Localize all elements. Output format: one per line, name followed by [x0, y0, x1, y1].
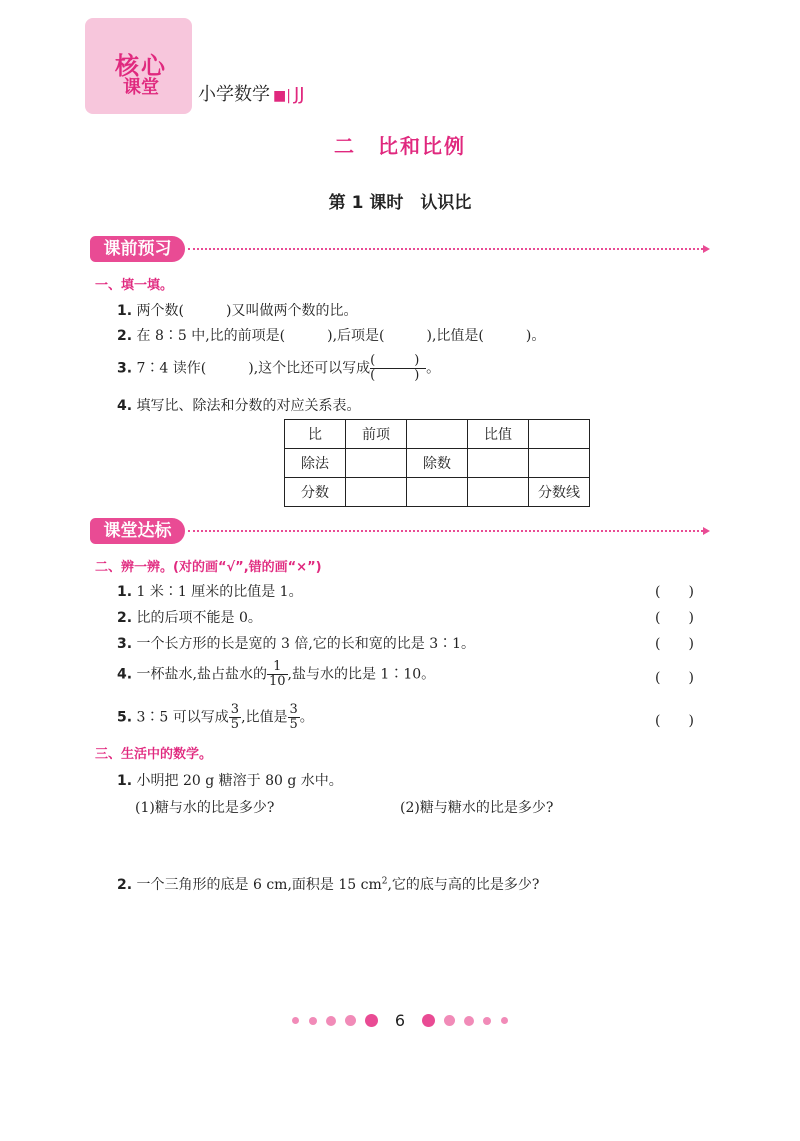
question-2-4: 4. 一杯盐水,盐占盐水的 $\frac{1}{10}$ ,盐与水的比是 1∶10。	[117, 659, 436, 689]
dot-icon	[292, 1017, 299, 1024]
banner-classwork: 课堂达标	[90, 518, 185, 544]
table-cell[interactable]	[529, 420, 590, 449]
dot-icon	[309, 1017, 317, 1025]
question-3-1-sub1: (1)糖与水的比是多少?	[135, 800, 275, 816]
table-cell[interactable]	[468, 478, 529, 507]
table-cell[interactable]	[346, 449, 407, 478]
table-cell[interactable]	[407, 420, 468, 449]
question-2-5: 5. 3∶5 可以写成 $\frac{3}{5}$ ,比值是 $\frac{3}{5}$ 。	[117, 702, 314, 732]
question-1-4: 4. 填写比、除法和分数的对应关系表。	[117, 398, 361, 414]
relation-table	[284, 419, 590, 507]
table-row	[285, 478, 590, 507]
logo: 核心 课堂	[115, 52, 167, 98]
table-cell: 前项	[346, 420, 407, 449]
dot-icon	[345, 1015, 356, 1026]
table-cell: 除法	[285, 449, 346, 478]
unit-title: 二 比和比例	[334, 134, 466, 158]
fraction: $\frac{3}{5}$	[289, 702, 298, 732]
table-cell[interactable]	[346, 478, 407, 507]
banner-preview: 课前预习	[90, 236, 185, 262]
question-3-1: 1. 小明把 20 g 糖溶于 80 g 水中。	[117, 773, 343, 789]
arrow-icon	[703, 527, 710, 535]
section-heading: 二、辨一辨。(对的画“√”,错的画“×”)	[95, 560, 322, 575]
table-row	[285, 449, 590, 478]
question-1-1: 1. 两个数( )又叫做两个数的比。	[117, 303, 358, 319]
question-1-2: 2. 在 8∶5 中,比的前项是( ),后项是( ),比值是( )。	[117, 328, 546, 344]
question-2-3: 3. 一个长方形的长是宽的 3 倍,它的长和宽的比是 3∶1。	[117, 636, 476, 652]
question-2-2: 2. 比的后项不能是 0。	[117, 610, 262, 626]
section-heading: 一、填一填。	[95, 278, 174, 293]
edition-label: JJ	[293, 84, 305, 105]
table-cell: 分数线	[529, 478, 590, 507]
dot-icon	[483, 1017, 491, 1025]
pagination	[0, 1010, 800, 1030]
table-cell: 比值	[468, 420, 529, 449]
divider	[188, 248, 703, 250]
dot-icon	[444, 1015, 455, 1026]
answer-paren[interactable]: ( )	[655, 670, 694, 686]
section-heading: 三、生活中的数学。	[95, 747, 213, 762]
dot-icon	[326, 1016, 336, 1026]
arrow-icon	[703, 245, 710, 253]
dot-icon	[422, 1014, 435, 1027]
lesson-title: 第 1 课时 认识比	[328, 193, 472, 213]
fraction: $\frac{1}{10}$	[268, 659, 286, 689]
table-row	[285, 420, 590, 449]
divider	[188, 530, 703, 532]
answer-paren[interactable]: ( )	[655, 713, 694, 729]
answer-paren[interactable]: ( )	[655, 610, 694, 626]
answer-paren[interactable]: ( )	[655, 584, 694, 600]
dot-icon	[464, 1016, 474, 1026]
question-1-3: 3. 7∶4 读作( ),这个比还可以写成 ( ) ( ) 。	[117, 353, 441, 383]
dot-icon	[501, 1017, 508, 1024]
page-number: 6	[394, 1011, 406, 1030]
table-cell[interactable]	[407, 478, 468, 507]
question-2-1: 1. 1 米∶1 厘米的比值是 1。	[117, 584, 303, 600]
table-cell[interactable]	[468, 449, 529, 478]
dot-icon	[365, 1014, 378, 1027]
answer-paren[interactable]: ( )	[655, 636, 694, 652]
fraction: $\frac{3}{5}$	[230, 702, 240, 732]
question-3-2: 2. 一个三角形的底是 6 cm,面积是 15 $cm^2$,它的底与高的比是多少?	[117, 876, 540, 893]
table-cell: 除数	[407, 449, 468, 478]
table-cell: 分数	[285, 478, 346, 507]
table-cell: 比	[285, 420, 346, 449]
blank-fraction: ( ) ( )	[370, 354, 426, 383]
table-cell[interactable]	[529, 449, 590, 478]
question-3-1-sub2: (2)糖与糖水的比是多少?	[400, 800, 554, 816]
subject-label: 小学数学 ■| JJ	[198, 84, 305, 105]
